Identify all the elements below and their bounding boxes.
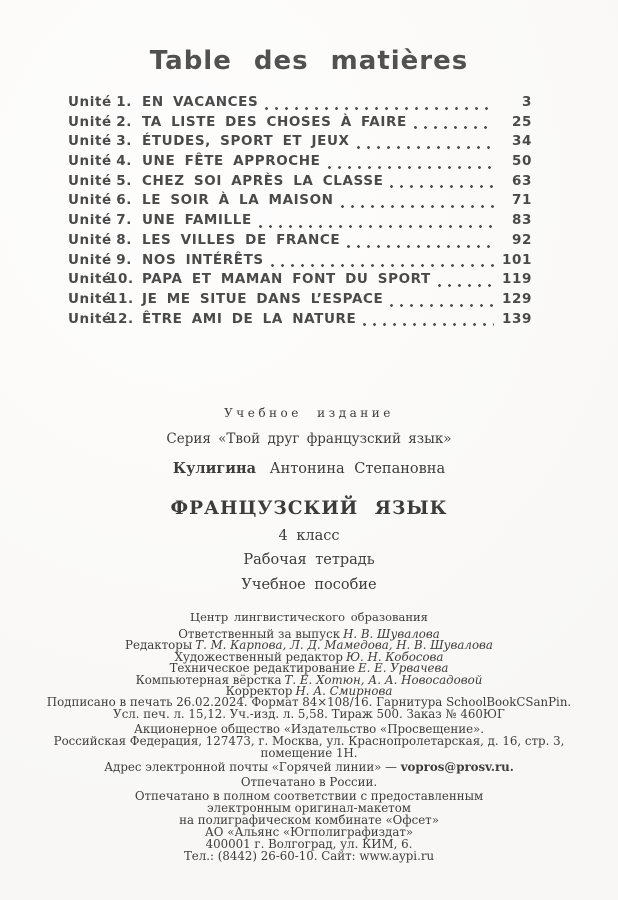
dot-leader xyxy=(390,304,494,307)
plant-line: Тел.: (8442) 26-60-10. Сайт: www.aypi.ru xyxy=(183,849,435,863)
toc-row xyxy=(68,232,532,252)
toc-row xyxy=(68,192,532,212)
credit-role: Художественный редактор xyxy=(174,649,343,664)
toc-row xyxy=(68,94,532,114)
unit-label: Unité xyxy=(68,212,112,229)
page-number: 71 xyxy=(512,192,532,209)
entry-title: NOS INTÉRÊTS xyxy=(142,251,264,268)
author-given-names: Антонина Степановна xyxy=(269,461,446,477)
unit-label: Unité xyxy=(68,94,112,110)
unit-number: 1. xyxy=(116,94,132,110)
plant-line: АО «Альянс «Югполиграфиздат» xyxy=(204,825,414,839)
credit-role: Ответственный за выпуск xyxy=(178,627,341,641)
dot-leader xyxy=(438,284,494,287)
toc-row xyxy=(68,133,532,153)
entry-title: TA LISTE DES CHOSES À FAIRE xyxy=(142,113,407,130)
unit-number: 10. xyxy=(108,271,134,288)
entry-title: UNE FÊTE APPROCHE xyxy=(142,153,321,170)
page-number: 34 xyxy=(512,133,532,150)
credit-names: Н. В. Шувалова xyxy=(343,627,440,641)
center-line: Центр лингвистического образования xyxy=(190,610,428,624)
entry-title: PAPA ET MAMAN FONT DU SPORT xyxy=(142,271,431,288)
unit-label: Unité xyxy=(68,310,112,327)
credit-role: Редакторы xyxy=(125,638,193,653)
entry-title: EN VACANCES xyxy=(142,94,259,110)
unit-number: 12. xyxy=(108,310,134,327)
entry-title: CHEZ SOI APRÈS LA CLASSE xyxy=(142,172,384,189)
unit-number: 5. xyxy=(116,172,132,189)
dot-leader xyxy=(341,205,494,208)
dot-leader xyxy=(414,126,494,129)
toc-row xyxy=(68,291,532,311)
plant-line: на полиграфическом комбинате «Офсет» xyxy=(179,813,439,827)
credit-names: Ю. Н. Кобосова xyxy=(345,649,444,664)
page-number: 119 xyxy=(502,271,532,288)
dot-leader xyxy=(347,245,494,248)
unit-number: 9. xyxy=(116,251,132,268)
unit-label: Unité xyxy=(68,153,112,170)
toc-row xyxy=(68,153,532,173)
unit-number: 2. xyxy=(116,113,132,130)
toc-row xyxy=(68,271,532,291)
dot-leader xyxy=(271,264,494,267)
page-number: 129 xyxy=(502,290,532,307)
entry-title: LES VILLES DE FRANCE xyxy=(142,231,341,248)
unit-number: 4. xyxy=(116,153,132,170)
credit-names: Т. Е. Хотюн, А. А. Новосадовой xyxy=(284,672,483,687)
imprint-block xyxy=(0,696,618,862)
dot-leader xyxy=(390,185,494,188)
credit-role: Техническое редактирование xyxy=(169,661,356,676)
entry-title: UNE FAMILLE xyxy=(142,212,252,229)
conformity-line: Отпечатано в полном соответствии с предоставленным xyxy=(134,789,484,803)
dot-leader xyxy=(357,146,494,149)
page-number: 139 xyxy=(502,310,532,327)
toc-row xyxy=(68,212,532,232)
publisher-line: Российская Федерация, 127473, г. Москва, ул. Краснопролетарская, д. 16, стр. 3, xyxy=(53,733,565,748)
unit-number: 11. xyxy=(108,290,134,307)
credits-block xyxy=(0,629,618,697)
credit-role: Компьютерная вёрстка xyxy=(135,672,282,687)
page-number: 63 xyxy=(512,172,532,189)
edition-kind: Учебное издание xyxy=(224,406,394,420)
toc-row xyxy=(68,114,532,134)
page-number: 101 xyxy=(502,251,532,268)
entry-title: JE ME SITUE DANS L’ESPACE xyxy=(142,290,384,307)
book-title: ФРАНЦУЗСКИЙ ЯЗЫК xyxy=(170,498,448,519)
toc-title: Table des matières xyxy=(149,46,469,76)
unit-number: 6. xyxy=(116,192,132,209)
credit-names: Н. А. Смирнова xyxy=(295,684,393,699)
hotline-line xyxy=(0,761,618,773)
unit-label: Unité xyxy=(68,113,112,130)
series-line: Серия «Твой друг французский язык» xyxy=(166,431,452,447)
toc-list xyxy=(68,94,532,330)
unit-label: Unité xyxy=(68,172,112,189)
author-surname: Кулигина xyxy=(172,460,256,477)
toc-row xyxy=(68,173,532,193)
credit-names: Т. М. Карпова, Л. Д. Мамедова, Н. В. Шувалова xyxy=(195,638,493,653)
author-line xyxy=(0,460,618,477)
unit-number: 7. xyxy=(116,212,132,229)
publisher-line: помещение 1Н. xyxy=(260,745,358,760)
grade-line: 4 класс xyxy=(278,528,340,544)
printed-in-line: Отпечатано в России. xyxy=(240,774,378,789)
press-line: Усл. печ. л. 15,12. Уч.-изд. л. 5,58. Тираж 500. Заказ № 460ЮГ xyxy=(113,707,505,721)
subtitle-line: Рабочая тетрадь xyxy=(243,552,375,568)
page-number: 25 xyxy=(512,113,532,130)
dot-leader xyxy=(265,107,494,110)
entry-title: LE SOIR À LA MAISON xyxy=(142,192,334,209)
page-number: 50 xyxy=(512,153,532,170)
unit-label: Unité xyxy=(68,231,112,248)
unit-label: Unité xyxy=(68,192,112,209)
hotline-prefix: Адрес электронной почты «Горячей линии» — xyxy=(104,760,401,774)
credit-role: Корректор xyxy=(225,684,293,699)
edition-type-line: Учебное пособие xyxy=(241,577,377,593)
colophon xyxy=(0,406,618,697)
dot-leader xyxy=(363,323,494,326)
publisher-line: Акционерное общество «Издательство «Просвещение». xyxy=(133,721,485,736)
conformity-line: электронным оригинал-макетом xyxy=(207,801,411,815)
entry-title: ÊTRE AMI DE LA NATURE xyxy=(142,310,357,327)
page-number: 92 xyxy=(512,231,532,248)
plant-line: 400001 г. Волгоград, ул. КИМ, 6. xyxy=(205,837,413,851)
dot-leader xyxy=(259,225,494,228)
unit-label: Unité xyxy=(68,290,112,307)
credit-names: Е. Е. Урвачева xyxy=(358,661,449,676)
press-line: Подписано в печать 26.02.2024. Формат 84×108/16. Гарнитура SchoolBookCSanPin. xyxy=(46,695,572,709)
unit-label: Unité xyxy=(68,133,112,150)
page-number: 3 xyxy=(522,94,532,110)
unit-number: 3. xyxy=(116,133,132,150)
dot-leader xyxy=(328,166,495,169)
entry-title: ÉTUDES, SPORT ET JEUX xyxy=(142,133,350,150)
toc-row xyxy=(68,252,532,272)
unit-number: 8. xyxy=(116,231,132,248)
unit-label: Unité xyxy=(68,251,112,268)
page-number: 83 xyxy=(512,212,532,229)
unit-label: Unité xyxy=(68,271,112,288)
hotline-email: vopros@prosv.ru. xyxy=(400,760,514,774)
toc-row xyxy=(68,311,532,331)
